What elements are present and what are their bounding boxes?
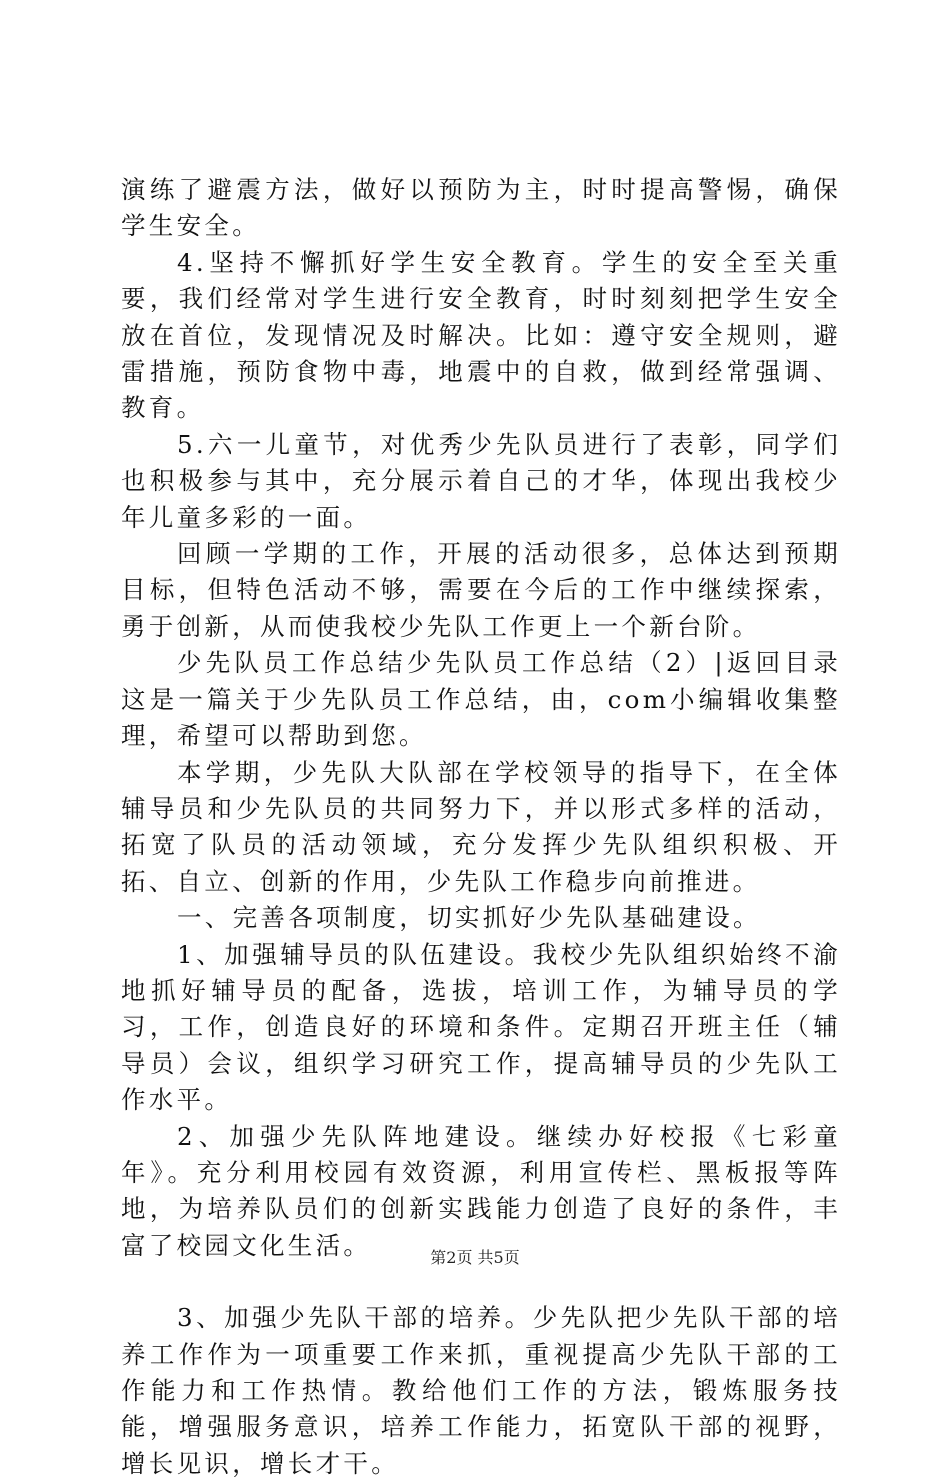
paragraph-item-4: 4.坚持不懈抓好学生安全教育。学生的安全至关重要，我们经常对学生进行安全教育，时时刻刻把学生安全放在首位，发现情况及时解决。比如：遵守安全规则，避雷措施，预防食物中毒，地震中的自救，做到经常强调、教育。 bbox=[121, 247, 841, 423]
paragraph-item-5: 5.六一儿童节，对优秀少先队员进行了表彰，同学们也积极参与其中，充分展示着自己的才华，体现出我校少年儿童多彩的一面。 bbox=[121, 429, 841, 532]
paragraph-article-intro: 少先队员工作总结少先队员工作总结（2）|返回目录这是一篇关于少先队员工作总结，由，com小编辑收集整理，希望可以帮助到您。 bbox=[121, 648, 841, 751]
page-number-footer: 第2页 共5页 bbox=[430, 1248, 520, 1267]
paragraph-subsection-3: 3、加强少先队干部的培养。少先队把少先队干部的培养工作作为一项重要工作来抓，重视提高少先队干部的工作能力和工作热情。教给他们工作的方法，锻炼服务技能，增强服务意识，培养工作能力，拓宽队干部的视野，增长见识，增长才干。 bbox=[121, 1303, 841, 1478]
paragraph-semester-summary: 本学期，少先队大队部在学校领导的指导下，在全体辅导员和少先队员的共同努力下，并以形式多样的活动，拓宽了队员的活动领域，充分发挥少先队组织积极、开拓、自立、创新的作用，少先队工作稳步向前推进。 bbox=[121, 757, 841, 896]
section-heading-1: 一、完善各项制度，切实抓好少先队基础建设。 bbox=[177, 903, 761, 933]
paragraph-subsection-1: 1、加强辅导员的队伍建设。我校少先队组织始终不渝地抓好辅导员的配备，选拔，培训工作，为辅导员的学习，工作，创造良好的环境和条件。定期召开班主任（辅导员）会议，组织学习研究工作，提高辅导员的少先队工作水平。 bbox=[121, 939, 841, 1115]
paragraph-review: 回顾一学期的工作，开展的活动很多，总体达到预期目标，但特色活动不够，需要在今后的工作中继续探索，勇于创新，从而使我校少先队工作更上一个新台阶。 bbox=[121, 539, 841, 641]
paragraph-continued: 演练了避震方法，做好以预防为主，时时提高警惕，确保学生安全。 bbox=[121, 175, 841, 241]
paragraph-subsection-2: 2、加强少先队阵地建设。继续办好校报《七彩童年》。充分利用校园有效资源，利用宣传栏、黑板报等阵地，为培养队员们的创新实践能力创造了良好的条件，丰富了校园文化生活。 bbox=[121, 1121, 841, 1260]
document-body bbox=[121, 172, 841, 1482]
paragraph-gap bbox=[121, 1264, 841, 1300]
